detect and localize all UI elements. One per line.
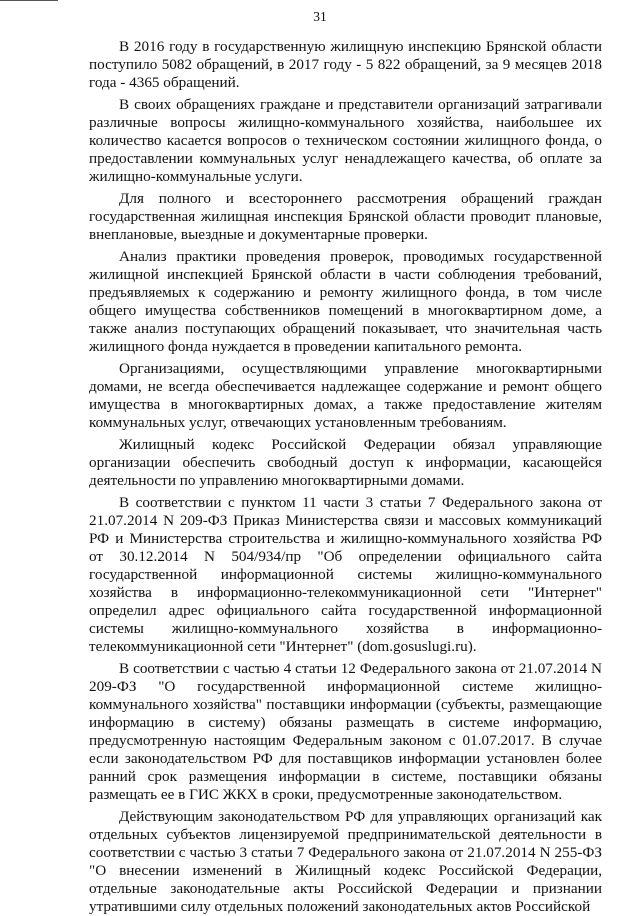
body-text <box>89 38 602 916</box>
scan-edge-line <box>0 0 58 1</box>
paragraph-official-website: В соответствии с пунктом 11 части 3 статьи 7 Федерального закона от 21.07.2014 N 209-ФЗ Приказ Министерства связи и массовых коммуникаций РФ и Министерства строительства и жилищно-коммунального хозяйства РФ от 30.12.2014 N 504/934/пр "Об определении официального сайта государственной информационной системы жилищно-коммунального хозяйства в информационно-телекоммуникационной сети "Интернет" определил адрес официального сайта государственной информационной системы жилищно-коммунального хозяйства в информационно-телекоммуникационной сети "Интернет" (dom.gosuslugi.ru). <box>89 494 602 655</box>
paragraph-inspection-analysis: Анализ практики проведения проверок, проводимых государственной жилищной инспекцией Брянской области в части соблюдения требований, предъявляемых к содержанию и ремонту жилищного фонда, в том числе общего имущества собственников помещений в многоквартирном доме, а также анализ поступающих обращений показывает, что значительная часть жилищного фонда нуждается в проведении капитального ремонта. <box>89 248 602 355</box>
paragraph-appeals-statistics: В 2016 году в государственную жилищную инспекцию Брянской области поступило 5082 обращений, в 2017 году - 5 822 обращений, за 9 месяцев 2018 года - 4365 обращений. <box>89 38 602 91</box>
paragraph-management-organizations: Организациями, осуществляющими управление многоквартирными домами, не всегда обеспечивается надлежащее содержание и ремонт общего имущества в многоквартирных домах, а также предоставление жителям коммунальных услуг, отвечающих установленным требованиям. <box>89 360 602 431</box>
paragraph-appeal-topics: В своих обращениях граждане и представители организаций затрагивали различные вопросы жилищно-коммунального хозяйства, наибольшее их количество касается вопросов о техническом состоянии жилищного фонда, о предоставлении коммунальных услуг ненадлежащего качества, об оплате за жилищно-коммунальные услуги. <box>89 96 602 185</box>
paragraph-information-providers: В соответствии с частью 4 статьи 12 Федерального закона от 21.07.2014 N 209-ФЗ "О государственной информационной системе жилищно-коммунального хозяйства" поставщики информации (субъекты, размещающие информацию в систему) обязаны размещать в системе информацию, предусмотренную настоящим Федеральным законом с 01.07.2017. В случае если законодательством РФ для поставщиков информации установлен более ранний срок размещения информации в системе, поставщики обязаны размещать ее в ГИС ЖКХ в сроки, предусмотренные законодательством. <box>89 660 602 803</box>
paragraph-licensing-legislation: Действующим законодательством РФ для управляющих организаций как отдельных субъектов лицензируемой предпринимательской деятельности в соответствии с частью 3 статьи 7 Федерального закона от 21.07.2014 N 255-ФЗ "О внесении изменений в Жилищный кодекс Российской Федерации, отдельные законодательные акты Российской Федерации и признании утратившими силу отдельных положений законодательных актов Российской <box>89 808 602 915</box>
page-number: 31 <box>313 9 327 24</box>
paragraph-inspections: Для полного и всестороннего рассмотрения обращений граждан государственная жилищная инспекция Брянской области проводит плановые, внеплановые, выездные и документарные проверки. <box>89 190 602 243</box>
paragraph-housing-code: Жилищный кодекс Российской Федерации обязал управляющие организации обеспечить свободный доступ к информации, касающейся деятельности по управлению многоквартирными домами. <box>89 436 602 489</box>
